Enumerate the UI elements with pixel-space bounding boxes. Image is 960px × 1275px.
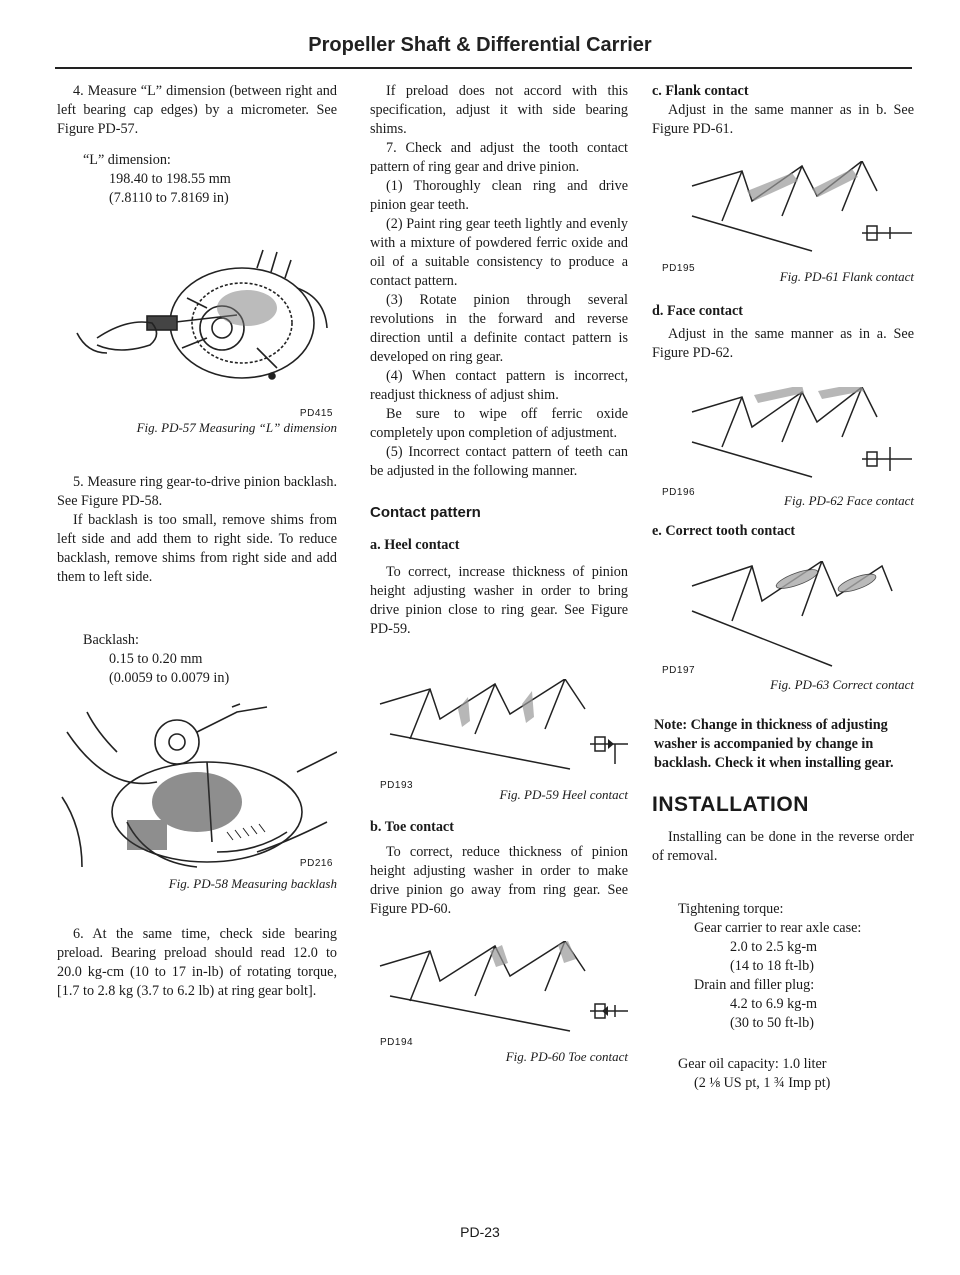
step-7-2: (2) Paint ring gear teeth lightly and evenly with a mixture of powdered ferric oxide and oil of a suitable consistency to produce a contact pattern. [370, 216, 628, 289]
fig60-caption: Fig. PD-60 Toe contact [505, 1049, 628, 1064]
fig57-caption: Fig. PD-57 Measuring “L” dimension [136, 420, 337, 435]
step-5-detail: If backlash is too small, remove shims from left side and add them to right side. To reduce backlash, remove shims from right side and add them to left side. [57, 512, 337, 585]
flank-contact-text: Adjust in the same manner as in b. See Figure PD-61. [652, 102, 914, 137]
fig58-caption: Fig. PD-58 Measuring backlash [168, 876, 337, 891]
heel-contact-tooth-diagram [370, 679, 628, 779]
figure-pd57 [57, 228, 337, 419]
fig62-caption: Fig. PD-62 Face contact [784, 493, 914, 508]
step-7-5: (5) Incorrect contact pattern of teeth can be adjusted in the following manner. [370, 444, 628, 479]
backlash-label: Backlash: [83, 632, 139, 648]
torque-spec [678, 900, 914, 1033]
step-7-4b: Be sure to wipe off ferric oxide completely upon completion of adjustment. [370, 406, 628, 441]
contact-pattern-heading: Contact pattern [370, 504, 481, 521]
installation-text: Installing can be done in the reverse order of removal. [652, 829, 914, 864]
column-right [652, 82, 914, 1093]
backlash-in: (0.0059 to 0.0079 in) [109, 670, 230, 686]
toe-contact-title: b. Toe contact [370, 819, 454, 835]
l-dimension-in: (7.8110 to 7.8169 in) [109, 190, 229, 206]
oil-capacity-value: (2 ⅛ US pt, 1 ¾ Imp pt) [694, 1075, 831, 1091]
fig60-code: PD194 [380, 1037, 414, 1048]
header-rule [55, 67, 912, 69]
column-middle [370, 82, 628, 1066]
figure-pd62 [652, 387, 914, 498]
oil-capacity-label: Gear oil capacity: 1.0 liter [678, 1056, 827, 1072]
fig61-caption: Fig. PD-61 Flank contact [779, 269, 914, 284]
fig59-code: PD193 [380, 780, 414, 791]
torque-label: Tightening torque: [678, 901, 784, 917]
toe-contact-text: To correct, reduce thickness of pinion height adjusting washer in order to make drive pinion go away from ring gear. See Figure PD-60. [370, 844, 628, 917]
toe-contact-tooth-diagram [370, 941, 628, 1041]
l-dimension-mm: 198.40 to 198.55 mm [109, 171, 231, 187]
step-6: 6. At the same time, check side bearing preload. Bearing preload should read 12.0 to 20.0 kg-cm (10 to 17 in-lb) of rotating torque, [1.7 to 2.8 kg (3.7 to 6.2 lb) at ring gear bolt]. [57, 926, 337, 999]
step-7-4: (4) When contact pattern is incorrect, readjust thickness of adjust shim. [370, 368, 628, 403]
fig62-code: PD196 [662, 487, 696, 498]
step-4: 4. Measure “L” dimension (between right and left bearing cap edges) by a micrometer. See Figure PD-57. [57, 83, 337, 137]
torque-1-label: Gear carrier to rear axle case: [694, 920, 862, 936]
fig59-caption: Fig. PD-59 Heel contact [499, 787, 628, 802]
backlash-mm: 0.15 to 0.20 mm [109, 651, 203, 667]
correct-contact-tooth-diagram [652, 561, 914, 671]
page-number: PD-23 [460, 1224, 500, 1240]
adjust-note-text: Note: Change in thickness of adjusting washer is accompanied by change in backlash. Check it when installing gear. [654, 717, 894, 771]
l-dimension-label: “L” dimension: [83, 152, 171, 168]
page-header: Propeller Shaft & Differential Carrier [308, 34, 652, 56]
oil-capacity [678, 1055, 914, 1093]
torque-1-kg: 2.0 to 2.5 kg-m [730, 939, 818, 955]
flank-contact-tooth-diagram [652, 161, 914, 261]
fig58-code: PD216 [299, 858, 333, 869]
heel-contact-text: To correct, increase thickness of pinion height adjusting washer in order to bring drive pinion close to ring gear. See Figure PD-59. [370, 564, 628, 637]
step-5: 5. Measure ring gear-to-drive pinion backlash. See Figure PD-58. [57, 474, 337, 509]
face-contact-text: Adjust in the same manner as in a. See Figure PD-62. [652, 326, 914, 361]
backlash-spec [83, 631, 337, 688]
step-7-3: (3) Rotate pinion through several revolutions in the forward and reverse direction until a definite contact pattern is developed on ring gear. [370, 292, 628, 365]
step-7: 7. Check and adjust the tooth contact pattern of ring gear and drive pinion. [370, 140, 628, 175]
figure-pd60 [370, 941, 628, 1048]
heel-contact-title: a. Heel contact [370, 537, 460, 553]
installation-heading: INSTALLATION [652, 793, 809, 816]
column-left [57, 82, 337, 1001]
figure-pd59 [370, 679, 628, 791]
face-contact-tooth-diagram [652, 387, 914, 487]
fig63-caption: Fig. PD-63 Correct contact [770, 677, 914, 692]
face-contact-title: d. Face contact [652, 303, 744, 319]
correct-contact-title: e. Correct tooth contact [652, 523, 796, 539]
fig63-code: PD197 [662, 665, 696, 676]
step-7-1: (1) Thoroughly clean ring and drive pinion gear teeth. [370, 178, 628, 213]
fig57-code: PD415 [299, 408, 333, 419]
micrometer-measurement-illustration [57, 228, 337, 408]
dial-gauge-backlash-illustration [57, 702, 337, 872]
fig61-code: PD195 [662, 263, 696, 274]
figure-pd63 [652, 561, 914, 676]
torque-2-kg: 4.2 to 6.9 kg-m [730, 996, 818, 1012]
figure-pd58 [57, 702, 337, 872]
torque-2-label: Drain and filler plug: [694, 977, 815, 993]
l-dimension-spec [83, 151, 337, 208]
adjust-note [652, 716, 914, 773]
torque-2-ft: (30 to 50 ft-lb) [730, 1015, 814, 1031]
figure-pd61 [652, 161, 914, 274]
preload-adjust: If preload does not accord with this specification, adjust it with side bearing shims. [370, 83, 628, 137]
torque-1-ft: (14 to 18 ft-lb) [730, 958, 814, 974]
flank-contact-title: c. Flank contact [652, 83, 749, 99]
